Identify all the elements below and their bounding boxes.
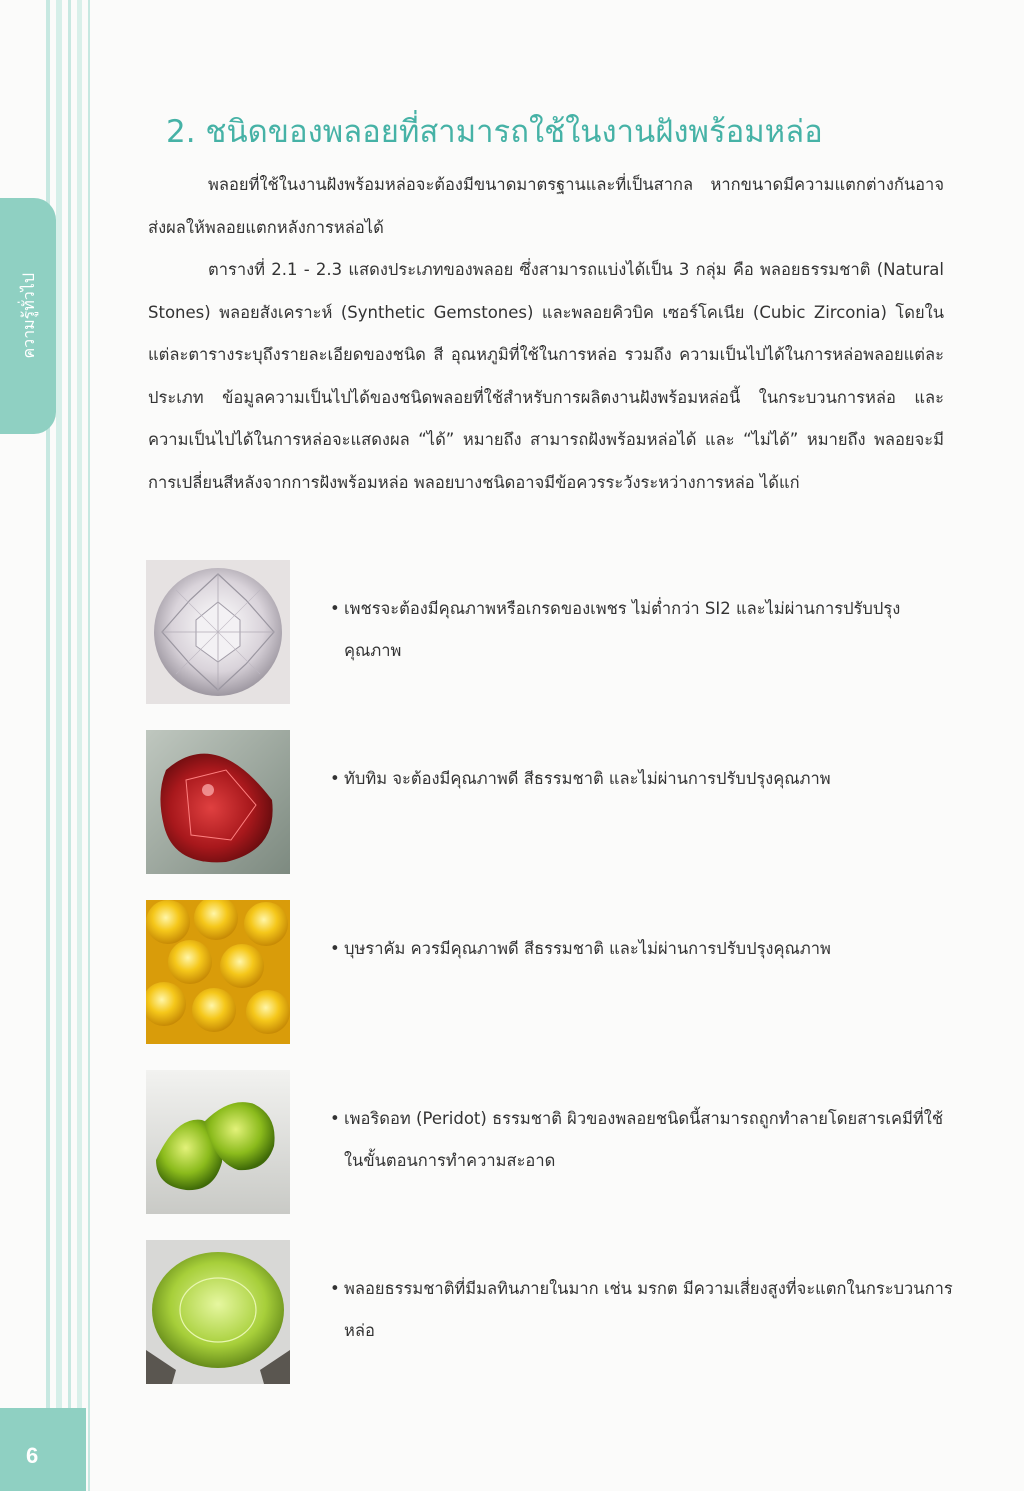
section-title: 2. ชนิดของพลอยที่สามารถใช้ในงานฝังพร้อมหล่อ <box>166 114 823 150</box>
peridot-photo <box>146 1070 290 1214</box>
gem-item-ruby <box>146 730 946 874</box>
diamond-photo <box>146 560 290 704</box>
margin-stripe <box>68 0 71 1491</box>
bullet: • <box>330 599 340 618</box>
bullet: • <box>330 769 340 788</box>
intro-text <box>148 164 944 504</box>
green-gem-photo <box>146 1240 290 1384</box>
ruby-photo <box>146 730 290 874</box>
gem-description: เพอริดอท (Peridot) ธรรมชาติ ผิวของพลอยชนิดนี้สามารถถูกทำลายโดยสารเคมีที่ใช้ในขั้นตอนการทำความสะอาด <box>344 1109 944 1170</box>
margin-stripe <box>88 0 90 1491</box>
gem-description: เพชรจะต้องมีคุณภาพหรือเกรดของเพชร ไม่ต่ำกว่า SI2 และไม่ผ่านการปรับปรุงคุณภาพ <box>344 599 901 660</box>
gem-item-topaz <box>146 900 946 1044</box>
side-tab-label: ความรู้ทั่วไป <box>18 273 38 359</box>
page-number-box <box>0 1408 86 1491</box>
bullet: • <box>330 1109 340 1128</box>
bullet: • <box>330 939 340 958</box>
margin-stripe <box>77 0 82 1491</box>
gem-item-green-gem <box>146 1240 953 1384</box>
paragraph: พลอยที่ใช้ในงานฝังพร้อมหล่อจะต้องมีขนาดมาตรฐานและที่เป็นสากล หากขนาดมีความแตกต่างกันอาจส่งผลให้พลอยแตกหลังการหล่อได้ <box>148 175 944 237</box>
paragraph: ตารางที่ 2.1 - 2.3 แสดงประเภทของพลอย ซึ่งสามารถแบ่งได้เป็น 3 กลุ่ม คือ พลอยธรรมชาติ (Natural Stones) พลอยสังเคราะห์ (Synthetic Gemstones) และพลอยคิวบิค เซอร์โคเนีย (Cubic Zirconia) โดยในแต่ละตารางระบุถึงรายละเอียดของชนิด สี อุณหภูมิที่ใช้ในการหล่อ รวมถึง ความเป็นไปได้ในการหล่อพลอยแต่ละประเภท ข้อมูลความเป็นไปได้ของชนิดพลอยที่ใช้สำหรับการผลิตงานฝังพร้อมหล่อนี้ ในกระบวนการหล่อ และ ความเป็นไปได้ในการหล่อจะแสดงผล “ได้” หมายถึง สามารถฝังพร้อมหล่อได้ และ “ไม่ได้” หมายถึง พลอยจะมีการเปลี่ยนสีหลังจากการฝังพร้อมหล่อ พลอยบางชนิดอาจมีข้อควรระวังระหว่างการหล่อ ได้แก่ <box>148 260 944 492</box>
side-tab <box>0 198 56 434</box>
gem-description: พลอยธรรมชาติที่มีมลทินภายในมาก เช่น มรกต มีความเสี่ยงสูงที่จะแตกในกระบวนการหล่อ <box>344 1279 953 1340</box>
bullet: • <box>330 1279 340 1298</box>
gem-item-peridot <box>146 1070 946 1214</box>
topaz-photo <box>146 900 290 1044</box>
margin-stripe <box>56 0 62 1491</box>
gem-description: บุษราคัม ควรมีคุณภาพดี สีธรรมชาติ และไม่ผ่านการปรับปรุงคุณภาพ <box>344 939 831 958</box>
page-number: 6 <box>26 1443 39 1468</box>
gem-description: ทับทิม จะต้องมีคุณภาพดี สีธรรมชาติ และไม่ผ่านการปรับปรุงคุณภาพ <box>344 769 831 788</box>
gem-item-diamond <box>146 560 946 704</box>
